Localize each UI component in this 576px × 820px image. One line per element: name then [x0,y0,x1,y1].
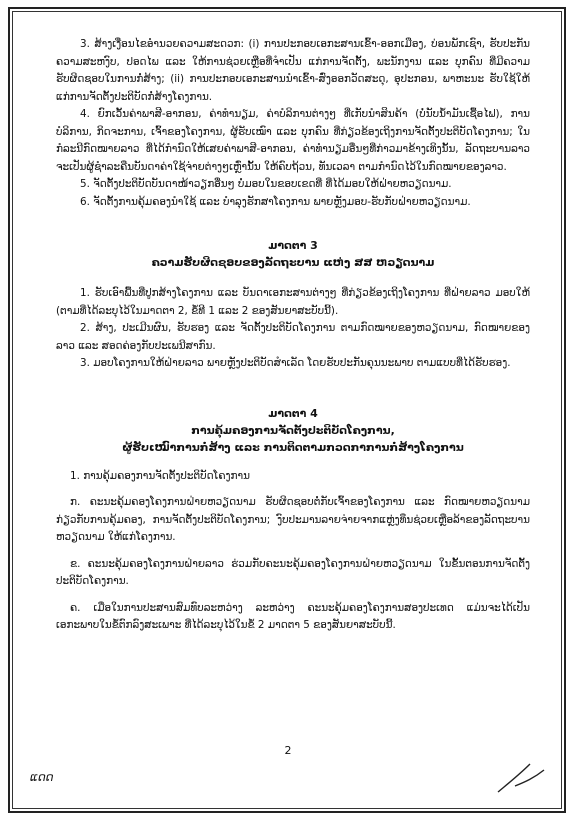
signature-mark [490,752,550,802]
document-body [56,36,530,635]
spacer [56,373,530,405]
vn-clause-1: 1. ຮັບເອົາພື້ນທີ່ປູກສ້າງໂຄງການ ແລະ ບັນດາເອກະສານຕ່າງໆ ທີ່ກ່ຽວຂ້ອງເຖິງໂຄງການ ທີ່ຝ່າຍລາວ ມອບໃຫ້ (ຕາມທີ່ໄດ້ລະບຸໄວ້ໃນມາດຕາ 2, ຂໍ້ທີ 1 ແລະ 2 ຂອງສັນຍາສະບັບນີ້). [56,287,530,317]
art3-clause-6: 6. ຈັດຕັ້ງການຄຸ້ມຄອງນຳໃຊ້ ແລະ ບຳລຸງຮັກສາໂຄງການ ພາຍຫຼັງມອບ-ຮັບກັບຝ່າຍຫວຽດນາມ. [80,195,471,208]
vn-clause-3: 3. ມອບໂຄງການໃຫ້ຝ່າຍລາວ ພາຍຫຼັງປະຕິບັດສຳເລັດ ໂດຍຮັບປະກັນຄຸນນະພາບ ຕາມແບບທີ່ໄດ້ຮັບຮອງ. [80,357,511,369]
art4-section-1: 1. ການຄຸ້ມຄອງການຈັດຕັ້ງປະຕິບັດໂຄງການ [70,469,250,482]
art4-item-a: ກ. ຄະນະຄຸ້ມຄອງໂຄງການຝ່າຍຫວຽດນາມ ຮັບຜິດຊອບຕໍ່ກັບເຈົ້າຂອງໂຄງການ ແລະ ກົດໝາຍຫວຽດນາມ ກ່ຽວກັບການຄຸ້ມຄອງ, ການຈັດຕັ້ງປະຕິບັດໂຄງການ; ງົບປະມານລາຍຈ່າຍຈາກແຫຼ່ງທຶນຊ່ວຍເຫຼືອລ້າຂອງລັດຖະບານຫວຽດນາມ ໃຫ້ແກ່ໂຄງການ. [56,496,530,543]
spacer [56,456,530,468]
spacer [56,271,530,285]
article-4-number: ມາດຕາ 4 [268,406,318,420]
art3-clause-3: 3. ສ້າງເງື່ອນໄຂອຳນວຍຄວາມສະດວກ: (i) ການປະກອບເອກະສານເຂົ້າ-ອອກເມືອງ, ບ່ອນພັກເຊົາ, ຮັບປະກັນຄວາມສະຫງົບ, ປອດໄພ ແລະ ໃຫ້ການຊ່ວຍເຫຼືອທີ່ຈຳເປັນ ແກ່ການຈັດຕັ້ງ, ພະນັກງານ ແລະ ບຸກຄົນ ທີ່ມີຄວາມຮັບຜິດຊອບໃນການກໍ່ສ້າງ; (ii) ການປະກອບເອກະສານນຳເຂົ້າ-ສົ່ງອອກວັດສະດຸ, ອຸປະກອນ, ພາຫະນະ ຮັບໃຊ້ໃຫ້ແກ່ການຈັດຕັ້ງປະຕິບັດກໍ່ສ້າງໂຄງການ. [56,38,530,103]
art4-item-b: ຂ. ຄະນະຄຸ້ມຄອງໂຄງການຝ່າຍລາວ ຮ່ວມກັບຄະນະຄຸ້ມຄອງໂຄງການຝ່າຍຫວຽດນາມ ໃນຂັ້ນຕອນການຈັດຕັ້ງປະຕິບັດໂຄງການ. [56,557,530,587]
vn-clause-2: 2. ສ້າງ, ປະເມີນຜົນ, ຮັບຮອງ ແລະ ຈັດຕັ້ງປະຕິບັດໂຄງການ ຕາມກົດໝາຍຂອງຫວຽດນາມ, ກົດໝາຍຂອງລາວ ແລະ ສອດຄ່ອງກັບປະເພນີສາກົນ. [56,322,530,352]
initials-signature: ແດດ [30,770,54,784]
article-3-number: ມາດຕາ 3 [268,239,318,252]
art4-item-c: ຄ. ເມື່ອໃນການປະສານສົມທົບລະຫວ່າງ ລະຫວ່າງ ຄະນະຄຸ້ມຄອງໂຄງການສອງປະເທດ ແມ່ນຈະໄດ້ເປັນເອກະພາບໃນຂໍ້ຕົກລົງສະເພາະ ທີ່ໄດ້ລະບຸໄວ້ໃນຂໍ້ 2 ມາດຕາ 5 ຂອງສັນຍາສະບັບນີ້. [56,601,530,631]
art3-clause-5: 5. ຈັດຕັ້ງປະຕິບັດບັນດາໜ້າວຽກອື່ນໆ ບໍ່ມອບໃນຂອບເຂດທີ່ ທີ່ໄດ້ມອບໃຫ້ຝ່າຍຫວຽດນາມ. [80,178,452,190]
article-3-title: ຄວາມຮັບຜິດຊອບຂອງລັດຖະບານ ແຫ່ງ ສສ ຫວຽດນາມ [151,256,435,269]
article-4-title-line2: ຜູ້ຮັບເໝົາການກໍ່ສ້າງ ແລະ ການຕິດຕາມກວດກາການກໍ່ສ້າງໂຄງການ [122,440,464,454]
article-4-title-line1: ການຄຸ້ມຄອງການຈັດຕັ້ງປະຕິບັດໂຄງການ, [191,423,395,437]
page-number: 2 [284,744,292,757]
spacer [56,211,530,237]
art3-clause-4: 4. ຍົກເວັ້ນຄ່າພາສີ-ອາກອນ, ຄ່າທຳນຽມ, ຄ່າບໍລິການຕ່າງໆ ທີ່ເກັບນຳສິນຄ້າ (ບໍ່ນັບນ້ຳມັນເຊື້ອໄຟ), ການບໍລິການ, ກິດຈະການ, ເຈົ້າຂອງໂຄງການ, ຜູ້ຮັບເໝົາ ແລະ ບຸກຄົນ ທີ່ກ່ຽວຂ້ອງເຖິງການຈັດຕັ້ງປະຕິບັດໂຄງການ; ໃນກໍລະນີກົດໝາຍລາວ ທີ່ໄດ້ກຳນົດໃຫ້ເສຍຄ່າພາສີ-ອາກອນ, ຄ່າທຳນຽມອື່ນໆທີ່ກ່າວມາຂ້າງເທິງນັ້ນ, ລັດຖະບານລາວ ຈະເປັນຜູ້ຊຳລະຄືນບັນດາຄ່າໃຊ້ຈ່າຍຕ່າງໆເຫຼົ່ານັ້ນ ໃຫ້ຄົບຖ້ວນ, ທັນເວລາ ຕາມກຳນົດໄວ້ໃນກົດໝາຍຂອງລາວ. [56,108,530,173]
